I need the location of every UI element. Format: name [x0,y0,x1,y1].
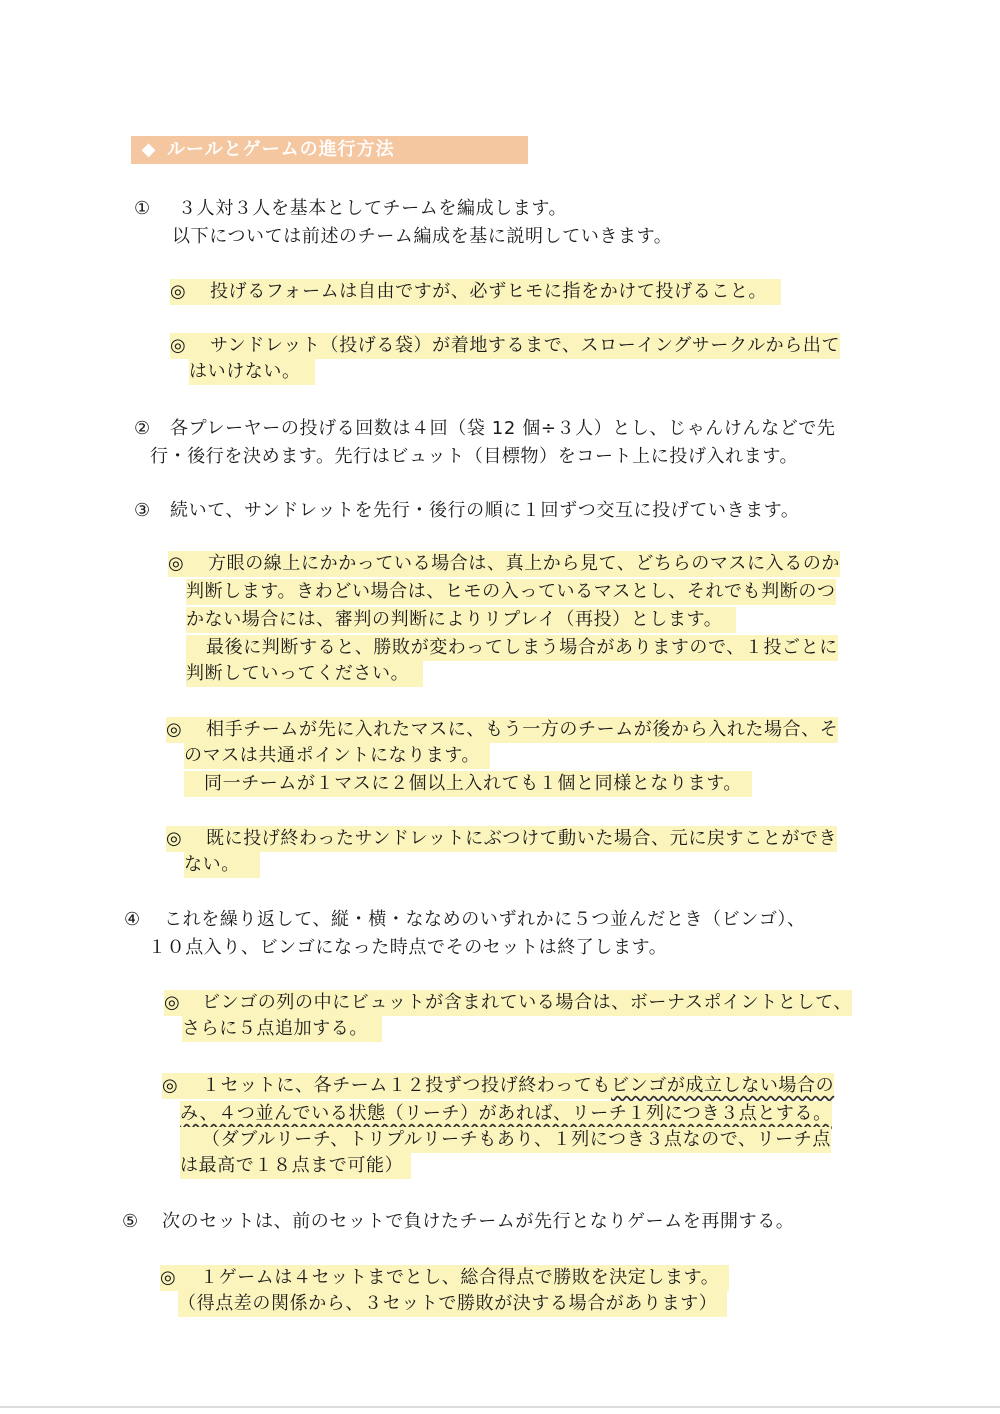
section-title [131,136,528,164]
item-1-line-2: 以下については前述のチーム編成を基に説明していきます。 [172,226,673,247]
item-3-line-1: ③ 続いて、サンドレットを先行・後行の順に１回ずつ交互に投げていきます。 [134,498,800,524]
note-game-line-2: （得点差の関係から、３セットで勝敗が決する場合があります） [178,1291,727,1317]
note-common-line-3: 同一チームが１マスに２個以上入れても１個と同様となります。 [184,771,752,797]
note-mark: ◎ [170,281,187,302]
item-4-number: ④ [124,909,141,930]
note-mark: ◎ [160,1267,177,1288]
item-5-number: ⑤ [122,1211,139,1232]
note-reach-line-2: み、４つ並んでいる状態（リーチ）があれば、リーチ１列につき３点とする。 [180,1101,832,1127]
item-2-line-2: 行・後行を決めます。先行はビュット（目標物）をコート上に投げ入れます。 [150,446,799,467]
note-bonus-line-2: さらに５点追加する。 [182,1016,382,1042]
item-3-number: ③ [134,500,151,521]
item-5-line-1: ⑤ 次のセットは、前のセットで負けたチームが先行となりゲームを再開する。 [122,1209,794,1235]
note-mark: ◎ [168,553,185,574]
note-grid-line-4: 最後に判断すると、勝敗が変わってしまう場合がありますので、１投ごとに [186,635,838,661]
note-mark: ◎ [170,335,187,356]
wavy-underlined-text: ビンゴが成立しない場合の [611,1075,835,1096]
note-moved-line-2: ない。 [184,852,260,878]
note-mark: ◎ [164,992,181,1013]
section-title-text: ルールとゲームの進行方法 [167,139,395,160]
note-grid-line-3: かない場合には、審判の判断によりリプレイ（再投）とします。 [186,607,736,633]
note-circle-line-1: ◎ サンドレット（投げる袋）が着地するまで、スローイングサークルから出て [170,333,840,359]
note-reach-line-4: は最高で１８点まで可能） [180,1153,411,1179]
note-circle-line-2: はいけない。 [189,359,315,385]
note-reach-line-1: ◎ １セットに、各チーム１２投ずつ投げ終わってもビンゴが成立しない場合の [162,1073,834,1099]
diamond-bullet-icon: ◆ [141,139,157,160]
note-grid-line-1: ◎ 方眼の線上にかかっている場合は、真上から見て、どちらのマスに入るのか [168,551,840,577]
note-reach-line-3: （ダブルリーチ、トリプルリーチもあり、１列につき３点なので、リーチ点 [180,1127,831,1153]
item-1-number: ① [134,198,151,219]
note-grid-line-5: 判断していってください。 [186,661,423,687]
note-common-line-2: のマスは共通ポイントになります。 [184,743,490,769]
note-mark: ◎ [166,719,183,740]
bottom-edge-line [0,1406,1000,1408]
item-2-line-1: ② 各プレーヤーの投げる回数は４回（袋 12 個÷３人）とし、じゃんけんなどで先 [134,416,836,442]
note-game-line-1: ◎ １ゲームは４セットまでとし、総合得点で勝敗を決定します。 [160,1265,729,1291]
note-grid-line-2: 判断します。きわどい場合は、ヒモの入っているマスとし、それでも判断のつ [186,579,836,605]
item-2-number: ② [134,418,151,439]
item-1-line-1: ① ３人対３人を基本としてチームを編成します。 [134,196,567,222]
item-4-line-2: １０点入り、ビンゴになった時点でそのセットは終了します。 [148,937,668,958]
note-bonus-line-1: ◎ ビンゴの列の中にビュットが含まれている場合は、ボーナスポイントとして、 [164,990,852,1016]
note-mark: ◎ [162,1075,179,1096]
note-moved-line-1: ◎ 既に投げ終わったサンドレットにぶつけて動いた場合、元に戻すことができ [166,826,837,852]
item-4-line-1: ④ これを繰り返して、縦・横・ななめのいずれかに５つ並んだとき（ビンゴ）、 [124,907,806,933]
note-form: ◎ 投げるフォームは自由ですが、必ずヒモに指をかけて投げること。 [170,279,781,305]
note-common-line-1: ◎ 相手チームが先に入れたマスに、もう一方のチームが後から入れた場合、そ [166,717,838,743]
note-mark: ◎ [166,828,183,849]
